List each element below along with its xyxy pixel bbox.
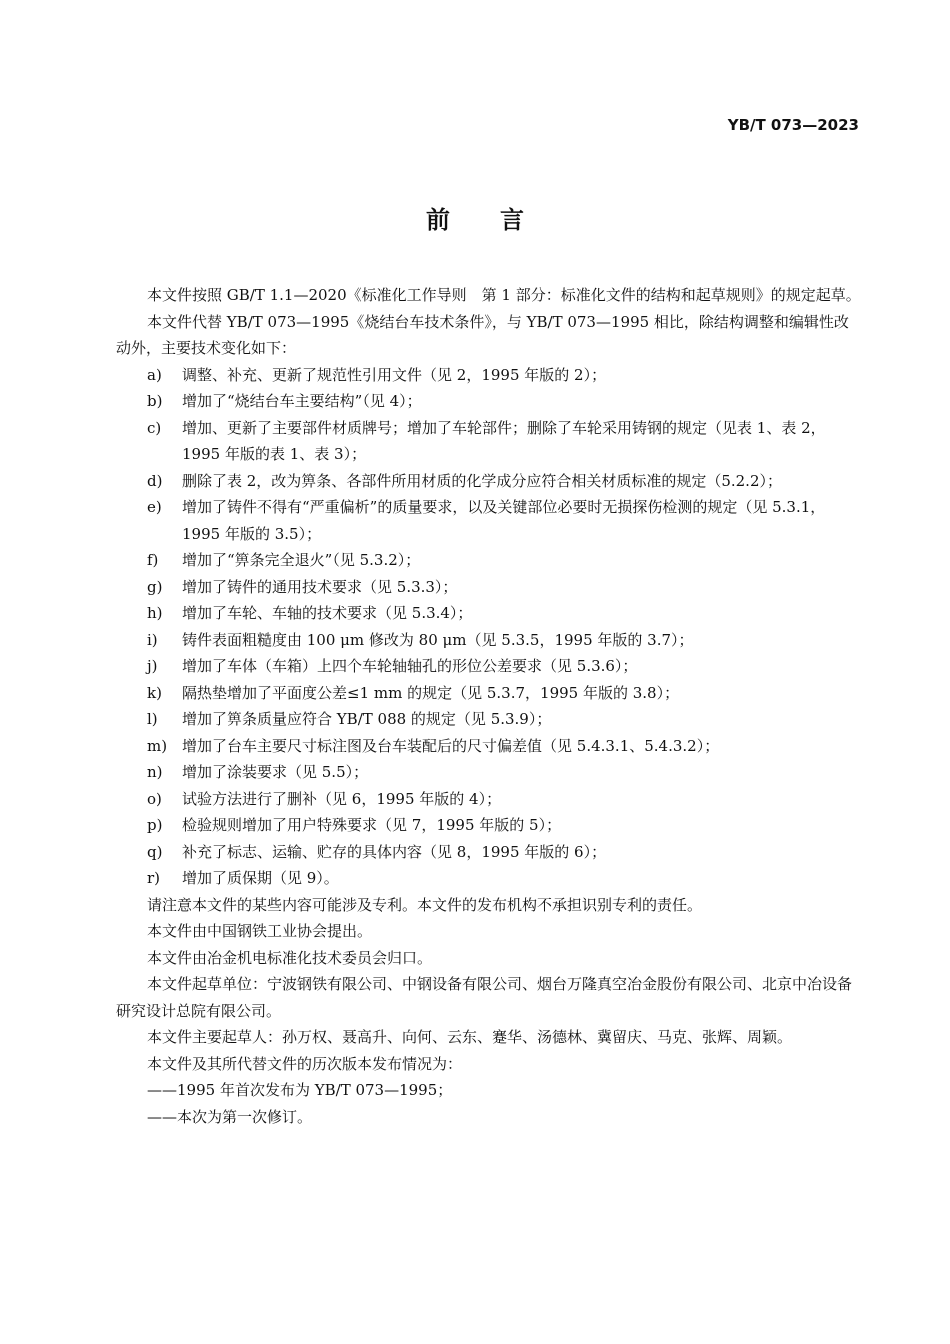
list-item: [116, 415, 861, 468]
list-item: [116, 653, 861, 680]
list-item: [116, 547, 861, 574]
committee-statement: 本文件由冶金机电标准化技术委员会归口。: [147, 948, 433, 967]
list-item-text: 增加了车轮、车轴的技术要求（见 5.3.4）；: [182, 604, 473, 622]
list-item-label: d): [147, 471, 163, 490]
list-item-text: 增加了铸件不得有“严重偏析”的质量要求，以及关键部位必要时无损探伤检测的规定（见 5.3.1，1995 年版的 3.5）；: [182, 498, 826, 543]
list-item-text: 试验方法进行了删补（见 6，1995 年版的 4）；: [182, 789, 502, 808]
list-item-label: a): [147, 365, 162, 384]
list-item: [116, 786, 861, 813]
list-item-text: 增加了“烧结台车主要结构”（见 4）；: [182, 392, 422, 410]
list-item-text: 增加了车体（车箱）上四个车轮轴轴孔的形位公差要求（见 5.3.6）；: [182, 657, 638, 675]
list-item-text: 调整、补充、更新了规范性引用文件（见 2，1995 年版的 2）；: [182, 365, 607, 384]
list-item: [116, 362, 861, 389]
list-item: [116, 680, 861, 707]
list-item-text: 隔热垫增加了平面度公差≤1 mm 的规定（见 5.3.7，1995 年版的 3.8）；: [182, 683, 680, 702]
patent-notice: 请注意本文件的某些内容可能涉及专利。本文件的发布机构不承担识别专利的责任。: [147, 895, 703, 914]
list-item-label: r): [147, 869, 161, 887]
list-item: [116, 600, 861, 627]
list-item: [116, 865, 861, 892]
drafters: 本文件主要起草人：孙万权、聂高升、向何、云东、蹇华、汤德林、冀留庆、马克、张辉、周颖。: [147, 1028, 793, 1046]
list-item: [116, 812, 861, 839]
list-item: [116, 388, 861, 415]
list-item-label: g): [147, 577, 163, 596]
list-item-label: q): [147, 842, 163, 861]
list-item-text: 检验规则增加了用户特殊要求（见 7，1995 年版的 5）；: [182, 816, 562, 834]
list-item: [116, 733, 861, 760]
list-item-text: 增加了箅条质量应符合 YB/T 088 的规定（见 5.3.9）；: [182, 710, 552, 728]
list-item-label: e): [147, 498, 162, 516]
list-item-text: 增加了“箅条完全退火”（见 5.3.2）；: [182, 551, 421, 569]
list-item-label: k): [147, 683, 162, 702]
list-item-label: n): [147, 763, 163, 781]
history-item: ——本次为第一次修订。: [147, 1107, 313, 1126]
list-item-label: i): [147, 630, 158, 649]
list-item: [116, 574, 861, 601]
list-item: [116, 494, 861, 547]
changes-list: [116, 362, 861, 892]
list-item-label: b): [147, 392, 163, 410]
list-item: [116, 706, 861, 733]
list-item-text: 补充了标志、运输、贮存的具体内容（见 8，1995 年版的 6）；: [182, 842, 607, 861]
intro-paragraph: 本文件代替 YB/T 073—1995《烧结台车技术条件》，与 YB/T 073—1995 相比，除结构调整和编辑性改动外，主要技术变化如下：: [116, 312, 849, 357]
list-item-label: f): [147, 551, 159, 569]
list-item-text: 增加了涂装要求（见 5.5）；: [182, 763, 369, 781]
list-item-text: 增加了台车主要尺寸标注图及台车装配后的尺寸偏差值（见 5.4.3.1、5.4.3.2）；: [182, 736, 720, 755]
list-item-label: c): [147, 418, 162, 437]
list-item: [116, 468, 861, 495]
list-item: [116, 627, 861, 654]
history-item: ——1995 年首次发布为 YB/T 073—1995；: [147, 1081, 453, 1099]
document-code: YB/T 073—2023: [727, 116, 859, 134]
list-item-label: p): [147, 816, 163, 834]
list-item-text: 增加、更新了主要部件材质牌号；增加了车轮部件；删除了车轮采用铸钢的规定（见表 1、表 2，1995 年版的表 1、表 3）；: [182, 418, 826, 463]
list-item-text: 增加了质保期（见 9）。: [182, 869, 339, 887]
proposer-statement: 本文件由中国钢铁工业协会提出。: [147, 922, 373, 940]
list-item: [116, 759, 861, 786]
drafting-units: 本文件起草单位：宁波钢铁有限公司、中钢设备有限公司、烟台万隆真空冶金股份有限公司、北京中冶设备研究设计总院有限公司。: [116, 975, 853, 1020]
foreword-body: [116, 282, 861, 1130]
list-item-text: 增加了铸件的通用技术要求（见 5.3.3）；: [182, 577, 458, 596]
intro-paragraph: 本文件按照 GB/T 1.1—2020《标准化工作导则 第 1 部分：标准化文件的结构和起草规则》的规定起草。: [147, 286, 861, 304]
list-item-label: m): [147, 736, 168, 755]
list-item-text: 铸件表面粗糙度由 100 μm 修改为 80 μm（见 5.3.5，1995 年版的 3.7）；: [182, 630, 694, 649]
list-item-label: l): [147, 710, 158, 728]
list-item-label: h): [147, 604, 163, 622]
page-title: 前言: [426, 206, 574, 234]
history-intro: 本文件及其所代替文件的历次版本发布情况为：: [147, 1054, 463, 1073]
list-item-text: 删除了表 2，改为箅条、各部件所用材质的化学成分应符合相关材质标准的规定（5.2.2）；: [182, 471, 782, 490]
list-item-label: j): [147, 657, 158, 675]
list-item: [116, 839, 861, 866]
list-item-label: o): [147, 789, 162, 808]
